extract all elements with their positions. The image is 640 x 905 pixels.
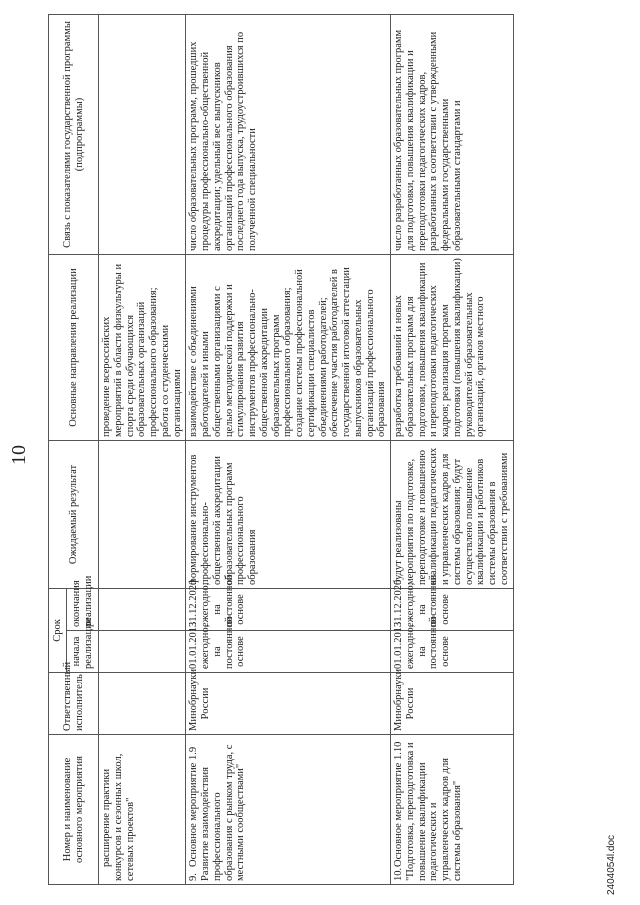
header-start: начала реализации <box>67 631 99 673</box>
row-directions: проведение всероссийских мероприятий в области физкультуры и спорта среди обучающихся образовательных организаций профессионального образования; работа со студенческими организациями <box>99 254 186 440</box>
row-number: 10. <box>393 867 404 881</box>
row-result: будут реализованы мероприятия по подготовке, переподготовке и повышению квалификации педагогических и управленческих кадров для системы образования; будут осуществлено повышение квалификации и работников системы образования в соответствии с требованиями <box>391 440 514 588</box>
row-responsible: Минобрнауки России <box>186 673 391 735</box>
page-number: 10 <box>8 445 30 465</box>
program-table <box>48 14 514 885</box>
row-end: 31.12.2020 ежегодно, на постоянной основе <box>391 588 514 630</box>
row-result: формирование инструментов профессионально-общественной аккредитации образовательных программ профессионального образования <box>186 440 391 588</box>
header-name: Номер и наименование основного мероприятия <box>49 735 99 885</box>
row-start <box>99 631 186 673</box>
file-name: 2404054l.doc <box>606 834 617 895</box>
row-indicators: число образовательных программ, прошедших процедуры профессионально-общественной аккредитации; удельный вес выпускников организаций профессионального образования последнего года выпуска, трудоустроившихся по полученной специальности <box>186 14 391 254</box>
row-name: расширение практики конкурсов и сезонных школ, сетевых проектов" <box>101 753 136 881</box>
row-responsible <box>99 673 186 735</box>
table-row <box>391 14 514 884</box>
header-term: Срок <box>49 588 67 672</box>
header-result: Ожидаемый результат <box>49 440 99 588</box>
row-directions: взаимодействие с объединениями работодателей и иными общественными организациями с целью методической поддержки и стимулирования развития инструментов профессионально-общественной аккредитации образовательных программ профессионального образования; создание системы профессиональной сертификации специалистов объединениями работодателей; обеспечение участия работодателей в государственной итоговой аттестации выпускников образовательных организаций профессионального образования <box>186 254 391 440</box>
table-row <box>186 14 391 884</box>
header-responsible: Ответственный исполнитель <box>49 673 99 735</box>
row-indicators <box>99 14 186 254</box>
header-end: окончания реализации <box>67 588 99 630</box>
header-directions: Основные направления реализации <box>49 254 99 440</box>
row-name: Основное мероприятие 1.9 Развитие взаимодействия профессионального образования с рынком труда, с местными сообществами" <box>188 744 247 881</box>
table-row <box>99 14 186 884</box>
row-start: 01.01.2013 ежегодно, на постоянной основе <box>186 631 391 673</box>
row-result <box>99 440 186 588</box>
row-responsible: Минобрнауки России <box>391 673 514 735</box>
row-number: 9. <box>188 873 200 881</box>
row-name: Основное мероприятие 1.10 "Подготовка, переподготовка и повышение квалификации педагогических и управленческих кадров для системы образования" <box>393 741 463 881</box>
row-end: 31.12.2020 ежегодно, на постоянной основе <box>186 588 391 630</box>
row-end <box>99 588 186 630</box>
row-indicators: число разработанных образовательных программ для подготовки, повышения квалификации и переподготовки педагогических кадров, разработанных в соответствии с утвержденными федеральными государственными образовательными стандартами и <box>391 14 514 254</box>
header-indicators: Связь с показателями государственной программы (подпрограммы) <box>49 14 99 254</box>
row-start: 01.01.2013 ежегодно, на постоянной основе <box>391 631 514 673</box>
row-directions: разработка требований и новых образовательных программ для подготовки, повышения квалификации и переподготовки педагогических кадров; реализация программ подготовки (повышения квалификации) руководителей образовательных организаций, органов местного <box>391 254 514 440</box>
